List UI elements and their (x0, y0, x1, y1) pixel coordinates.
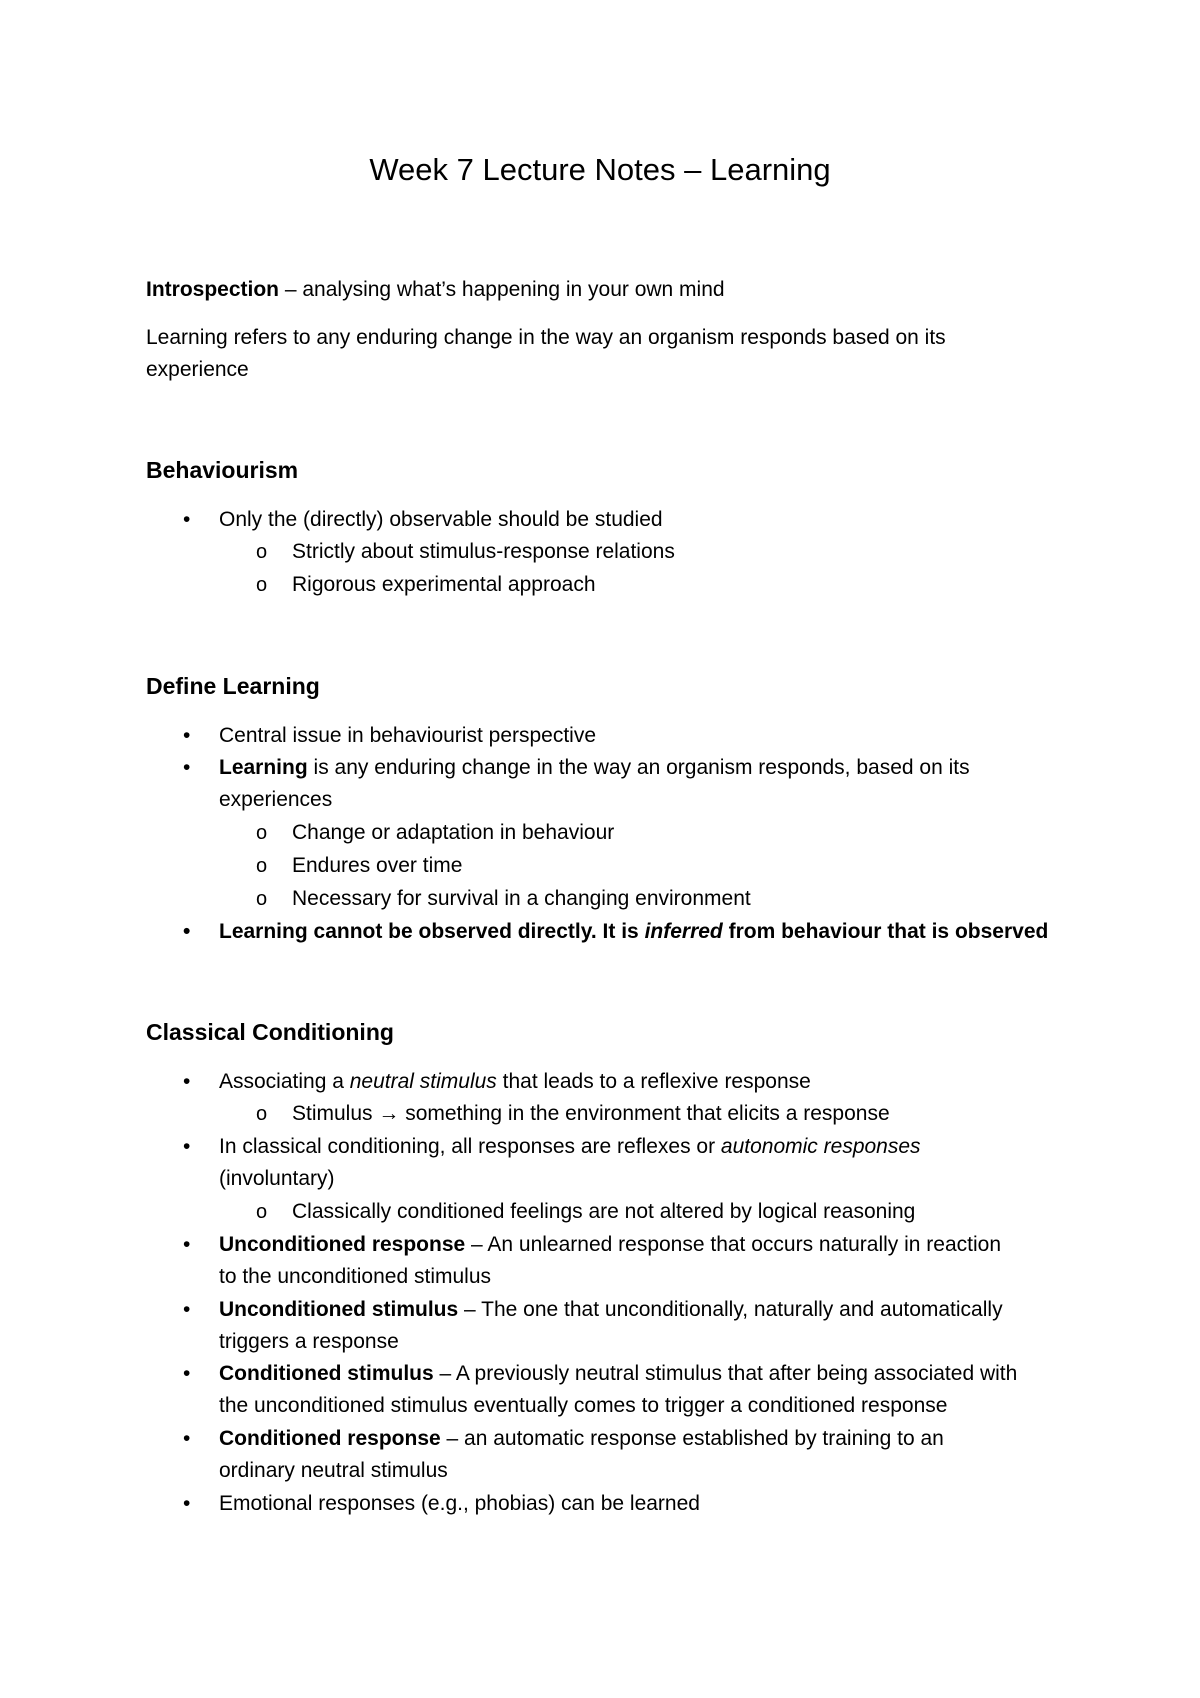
list-item-text: that leads to a reflexive response (496, 1070, 811, 1093)
learning-definition-line1: Learning refers to any enduring change in the way an organism responds based on its (146, 326, 946, 349)
list-item (219, 916, 1048, 948)
list-item: • Emotional responses (e.g., phobias) can be learned (219, 1488, 700, 1520)
list-item-text: – The one that unconditionally, naturally and automatically (458, 1298, 1003, 1321)
list-item-continuation: the unconditioned stimulus eventually comes to trigger a conditioned response (219, 1394, 948, 1417)
inferred-emphasis: inferred (644, 920, 723, 943)
list-item-text: Learning cannot be observed directly. It is (219, 920, 645, 943)
list-item (219, 1066, 811, 1098)
list-item-continuation: (involuntary) (219, 1167, 335, 1190)
unconditioned-response-term: Unconditioned response (219, 1233, 466, 1256)
introspection-term: Introspection (146, 278, 280, 301)
list-item-text: In classical conditioning, all responses are reflexes or (219, 1135, 721, 1158)
list-item-continuation: experiences (219, 788, 333, 811)
sub-list-item: o Stimulus → something in the environment that elicits a response (292, 1098, 890, 1130)
list-item (219, 752, 970, 784)
list-item (219, 1131, 921, 1163)
list-item-text: – An unlearned response that occurs naturally in reaction (465, 1233, 1002, 1256)
define-learning-heading: Define Learning (146, 673, 320, 699)
list-item-text: – A previously neutral stimulus that after being associated with (433, 1362, 1018, 1385)
sub-list-item: o Strictly about stimulus-response relations (292, 536, 675, 568)
introspection-line (146, 274, 725, 306)
classical-conditioning-heading: Classical Conditioning (146, 1019, 394, 1045)
learning-definition-line2: experience (146, 358, 249, 381)
page-title: Week 7 Lecture Notes – Learning (369, 152, 831, 187)
list-item-text: is any enduring change in the way an organism responds, based on its (307, 756, 970, 779)
list-item-text: Associating a (219, 1070, 350, 1093)
list-item (219, 1294, 1003, 1326)
unconditioned-stimulus-term: Unconditioned stimulus (219, 1298, 459, 1321)
list-item-text: from behaviour that is observed (722, 920, 1049, 943)
list-item-continuation: ordinary neutral stimulus (219, 1459, 448, 1482)
list-item-continuation: triggers a response (219, 1330, 399, 1353)
list-item-text: – an automatic response established by training to an (440, 1427, 944, 1450)
neutral-stimulus-emphasis: neutral stimulus (349, 1070, 497, 1093)
behaviourism-heading: Behaviourism (146, 457, 299, 483)
list-item (219, 1423, 944, 1455)
sub-list-item: o Rigorous experimental approach (292, 569, 596, 601)
introspection-definition: – analysing what’s happening in your own mind (279, 278, 725, 301)
list-item (219, 1358, 1017, 1390)
list-item: • Only the (directly) observable should be studied (219, 504, 663, 536)
list-item-continuation: to the unconditioned stimulus (219, 1265, 492, 1288)
learning-term: Learning (219, 756, 308, 779)
sub-list-item: o Endures over time (292, 850, 462, 882)
list-item (219, 1229, 1001, 1261)
sub-list-item: o Necessary for survival in a changing environment (292, 883, 751, 915)
sub-list-item: o Classically conditioned feelings are not altered by logical reasoning (292, 1196, 915, 1228)
sub-list-item: o Change or adaptation in behaviour (292, 817, 614, 849)
conditioned-response-term: Conditioned response (219, 1427, 441, 1450)
list-item: • Central issue in behaviourist perspective (219, 720, 596, 752)
autonomic-responses-emphasis: autonomic responses (720, 1135, 921, 1158)
conditioned-stimulus-term: Conditioned stimulus (219, 1362, 434, 1385)
